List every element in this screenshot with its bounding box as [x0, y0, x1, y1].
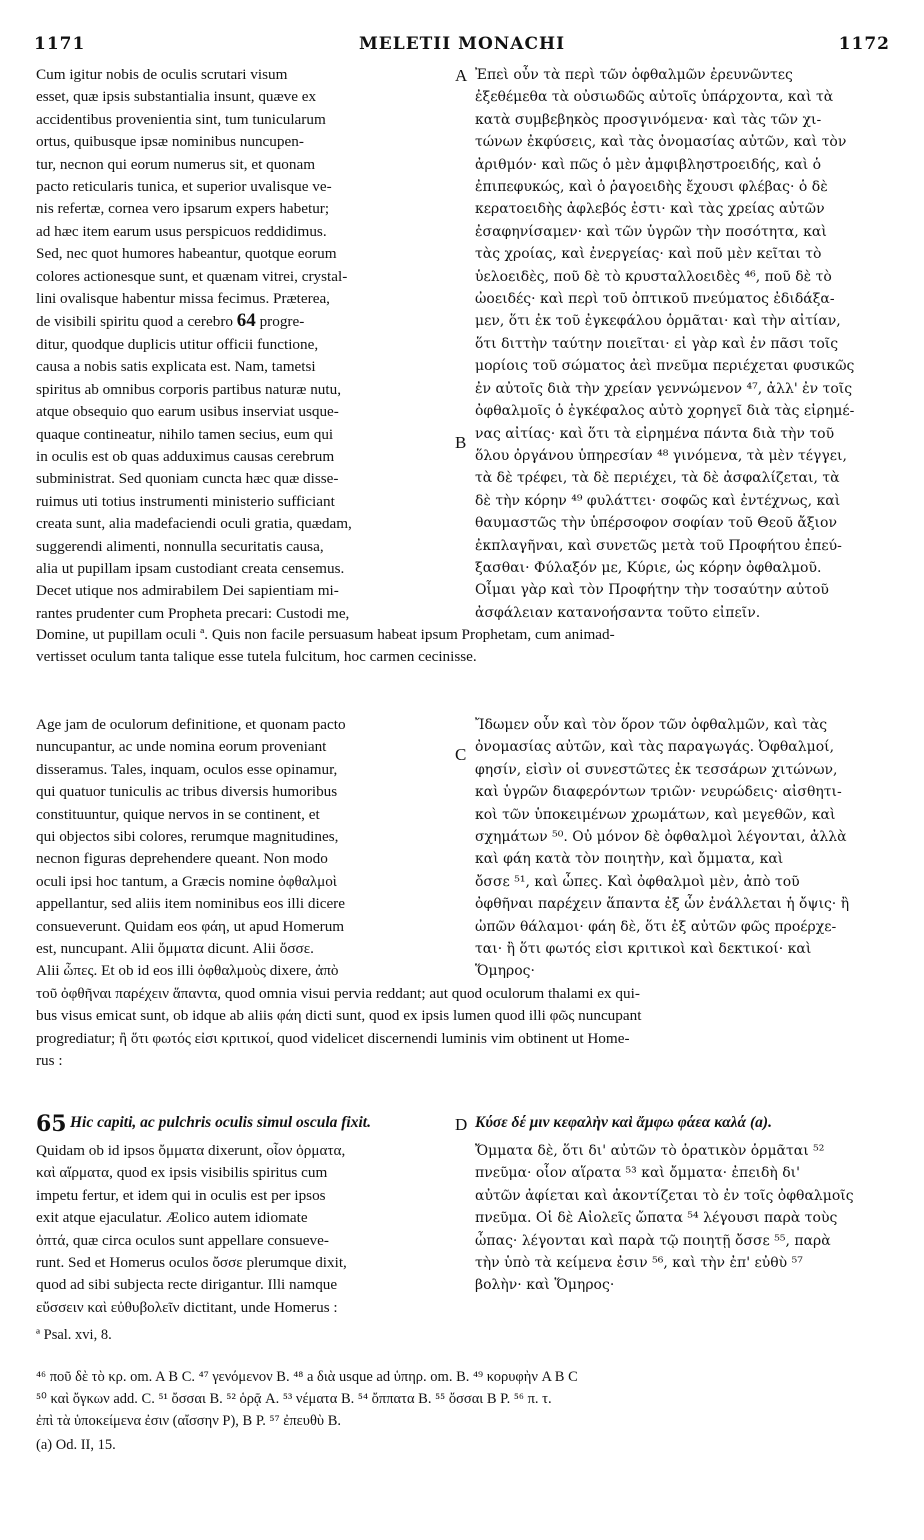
- greek-line: ὠπῶν θάλαμοι· φάη δὲ, ὅτι ἐξ αὐτῶν φῶς προέρχε-: [475, 918, 837, 935]
- latin-line: de visibili spiritu quod a cerebro 64 progre-: [36, 310, 305, 332]
- greek-line: κοὶ τῶν ὑποκειμένων χρωμάτων, καὶ μεγεθῶν, καὶ: [475, 806, 836, 823]
- marker-b: B: [455, 433, 467, 452]
- latin-line: Sed, nec quot humores habeantur, quotque eorum: [36, 245, 337, 263]
- latin-line: subministrat. Sed quoniam cuncta hæc quæ disse-: [36, 470, 339, 488]
- latin-line: consueverunt. Quidam eos φάη, ut apud Homerum: [36, 917, 345, 935]
- latin-line: suggerendi alimenti, nonnulla securitatis causa,: [36, 537, 324, 555]
- latin-line: constituuntur, quique nervos in se continent, et: [36, 805, 320, 823]
- greek-line: ξασθαι· Φύλαξόν με, Κύριε, ὡς κόρην ὀφθαλμοῦ.: [475, 559, 822, 576]
- greek-line: ται· ἢ ὅτι φωτός εἰσι κριτικοὶ καὶ δεκτικοί· καὶ: [475, 941, 812, 958]
- latin-line: qui quatuor tuniculis ac tribus diversis humoribus: [36, 783, 338, 801]
- latin-line: in oculis est ob quas adduximus causas cerebrum: [36, 447, 335, 465]
- greek-line: νας αἰτίας· καὶ ὅτι τὰ εἰρημένα πάντα διὰ τὴν τοῦ: [475, 425, 835, 442]
- greek-line: ὦπας· λέγονται καὶ παρὰ τῷ ποιητῇ ὄσσε ⁵⁵, παρὰ: [475, 1232, 831, 1249]
- footnote-variants: [36, 1366, 896, 1432]
- text-line: τοῦ ὀφθῆναι παρέχειν ἅπαντα, quod omnia visui pervia reddant; aut quod oculorum thalami ex qui-: [36, 985, 640, 1002]
- latin-line: atque obsequio quo earum usibus inserviat usque-: [36, 403, 339, 421]
- greek-line: ὅτι διττὴν ταύτην ποιεῖται· εἰ γὰρ καὶ ἐν πᾶσι τοῖς: [475, 335, 839, 352]
- greek-line: Ὅμηρος·: [475, 963, 535, 980]
- marker-c: C: [455, 745, 467, 764]
- latin-line: Quidam ob id ipsos ὄμματα dixerunt, οἷον ὁρματα,: [36, 1142, 346, 1159]
- greek-line: ἐπιπεφυκώς, καὶ ὁ ῥαγοειδὴς ἔχουσι φλέβας· ὁ δὲ: [475, 179, 828, 196]
- latin-line: oculi ipsi hoc tantum, a Græcis nomine ὀφθαλμοὶ: [36, 872, 337, 890]
- text-line: bus visus emicat sunt, ob idque ab aliis φάη dicti sunt, quod ex ipsis lumen quod illi φῶς nuncupant: [36, 1007, 642, 1025]
- latin-line: nuncupantur, ac unde nomina eorum proveniant: [36, 738, 327, 756]
- footnote-line: ⁵⁰ καὶ ὄγκων add. C. ⁵¹ ὄσσαι B. ⁵² ὁρᾷ A. ⁵³ νέματα B. ⁵⁴ ὄππατα B. ⁵⁵ ὄσσαι B P. ⁵⁶ π. τ.: [36, 1391, 552, 1407]
- greek-column-1: [475, 64, 893, 624]
- greek-line: Οἶμαι γὰρ καὶ τὸν Προφήτην τὴν τοσαύτην αὐτοῦ: [475, 582, 829, 599]
- greek-line: ἐξεθέμεθα τὰ οὐσιωδῶς αὐτοῖς ὑπάρχοντα, καὶ τὰ: [475, 89, 834, 106]
- greek-line: σχημάτων ⁵⁰. Οὐ μόνον δὲ ὀφθαλμοὶ λέγονται, ἀλλὰ: [475, 829, 847, 846]
- latin-line: pacto reticularis tunica, et superior uvalisque ve-: [36, 178, 332, 196]
- latin-line: impetu fertur, et idem qui in oculis est per ipsos: [36, 1186, 326, 1204]
- section-number-64: 64: [236, 310, 256, 332]
- greek-line: τὴν ὑπὸ τὰ κείμενα ἐσιν ⁵⁶, καὶ τὴν ἐπ' εὐθὺ ⁵⁷: [475, 1255, 803, 1272]
- latin-line: alia ut pupillam ipsam custodiant creata censemus.: [36, 559, 345, 577]
- greek-line: μορίοις τοῦ σώματος ἀεὶ πνεῦμα περιέχεται φυσικῶς: [475, 358, 855, 375]
- latin-line: necnon figuras deprehendere queant. Non modo: [36, 850, 328, 868]
- latin-line: qui objectos sibi colores, rerumque magnitudines,: [36, 828, 339, 846]
- greek-line: ἐκπλαγῆναι, καὶ συνετῶς μετὰ τοῦ Προφήτου ἐπεύ-: [475, 537, 842, 554]
- greek-line: καὶ φάη κατὰ τὸν ποιητὴν, καὶ ὄμματα, καὶ: [475, 851, 784, 868]
- greek-line: ἀριθμόν· καὶ πῶς ὁ μὲν ἀμφιβληστροειδής, καὶ ὁ: [475, 156, 822, 173]
- latin-column-2: [36, 714, 450, 983]
- greek-column-2: [475, 714, 893, 983]
- greek-line: Ἐπεὶ οὖν τὰ περὶ τῶν ὀφθαλμῶν ἐρευνῶντες: [475, 67, 793, 83]
- footnote-line: ἐπὶ τὰ ὑποκείμενα ἐσιν (αἴσσην P), B P. ⁵⁷ ἐπευθὺ B.: [36, 1413, 341, 1429]
- latin-line: est, nuncupant. Alii ὄμματα dicunt. Alii ὄσσε.: [36, 940, 314, 958]
- latin-line: quaque contineatur, nihilo tamen secius, eum qui: [36, 425, 334, 443]
- latin-line: Age jam de oculorum definitione, et quonam pacto: [36, 716, 346, 733]
- marker-a: A: [455, 66, 468, 85]
- latin-column-1: [36, 64, 450, 625]
- greek-line: φησίν, εἰσὶν οἱ συνεστῶτες ἐκ τεσσάρων χιτώνων,: [475, 761, 838, 778]
- latin-line: εὔσσειν καὶ εὐθυβολεῖν dictitant, unde Homerus :: [36, 1298, 338, 1316]
- latin-line: exit atque ejaculatur. Æolico autem idiomate: [36, 1209, 308, 1227]
- greek-column-3: [475, 1140, 893, 1297]
- page-number-right: 1172: [838, 34, 890, 54]
- latin-line: colores actionesque sunt, et quænam vitrei, crystal-: [36, 267, 348, 285]
- greek-line: τὰς χροίας, καὶ ἐνεργείας· καὶ ποῦ μὲν κεῖται τὸ: [475, 246, 822, 263]
- greek-line: ἐν αὐτοῖς διὰ τὴν χρείαν γεννώμενον ⁴⁷, ἀλλ' ἐν τοῖς: [475, 380, 853, 397]
- greek-line: πνεῦμα· οἷον αἵρατα ⁵³ καὶ ὄμματα· ἐπειδὴ δι': [475, 1165, 801, 1182]
- greek-line: θαυμαστῶς τὴν ὑπέρσοφον σοφίαν τοῦ Θεοῦ ἄξιον: [475, 515, 837, 532]
- footnote-homer: (a) Od. II, 15.: [36, 1437, 116, 1453]
- latin-line: creata sunt, alia madefaciendi oculi gratia, quædam,: [36, 515, 352, 533]
- greek-line: ἐσαφηνίσαμεν· καὶ τῶν ὑγρῶν τὴν ποσότητα, καὶ: [475, 223, 827, 240]
- greek-line: ὄσσε ⁵¹, καὶ ὦπες. Καὶ ὀφθαλμοὶ μὲν, ἀπὸ τοῦ: [475, 873, 800, 890]
- homer-verse-latin: Hic capiti, ac pulchris oculis simul oscula fixit.: [70, 1114, 371, 1131]
- greek-line: Ἴδωμεν οὖν καὶ τὸν ὅρον τῶν ὀφθαλμῶν, καὶ τὰς: [475, 717, 828, 733]
- latin-line: ditur, quodque duplicis utitur officii functione,: [36, 335, 319, 353]
- greek-line: αὐτῶν ἀφίεται καὶ ἀκοντίζεται τὸ ἐν τοῖς ὀφθαλμοῖς: [475, 1187, 854, 1204]
- homer-verse-greek: Κύσε δέ μιν κεφαλὴν καὶ ἄμφω φάεα καλά (a).: [475, 1114, 772, 1131]
- marker-d: D: [455, 1115, 468, 1134]
- greek-line: ὀφθῆναι παρέχειν ἅπαντα ἐξ ὧν ἐνάλλεται ἡ ὄψις· ἢ: [475, 896, 850, 913]
- footnote-line: ⁴⁶ ποῦ δὲ τὸ κρ. om. A B C. ⁴⁷ γενόμενον B. ⁴⁸ a διὰ usque ad ὑπηρ. om. B. ⁴⁹ κορυφὴν A B C: [36, 1369, 578, 1385]
- greek-line: τώνων ἐκφύσεις, καὶ τὰς ὀνομασίας αὐτῶν, καὶ τὸν: [475, 134, 847, 151]
- greek-line: καὶ ὑγρῶν διαφερόντων τριῶν· νευρώδεις· αἰσθητι-: [475, 784, 842, 801]
- text-line: progrediatur; ἢ ὅτι φωτός εἰσι κριτικοί, quod videlicet discernendi luminis vim obtinent ut Home-: [36, 1029, 630, 1047]
- text-line: rus :: [36, 1052, 63, 1070]
- latin-line: ὀπτά, quæ circa oculos sunt appellare consueve-: [36, 1231, 329, 1249]
- full-width-text-1: [36, 624, 886, 669]
- latin-column-3: [36, 1140, 450, 1319]
- greek-line: τὰ δὲ τρέφει, τὰ δὲ περιέχει, τὰ δὲ ἀσφαλίζεται, τὰ: [475, 470, 840, 487]
- greek-line: Ὄμματα δὲ, ὅτι δι' αὐτῶν τὸ ὁρατικὸν ὁρμᾶται ⁵²: [475, 1143, 825, 1159]
- latin-line: ortus, quibusque ipsæ nominibus nuncupen-: [36, 133, 304, 151]
- latin-line: runt. Sed et Homerus oculos ὄσσε plerumque dixit,: [36, 1254, 347, 1272]
- greek-line: ὠοειδές· καὶ περὶ τοῦ ὀπτικοῦ πνεύματος ἐδιδάξα-: [475, 291, 835, 308]
- greek-line: μεν, ὅτι ἐκ τοῦ ἐγκεφάλου ὁρμᾶται· καὶ τὴν αἰτίαν,: [475, 313, 841, 330]
- latin-line: tur, necnon qui eorum numerus sit, et quonam: [36, 155, 316, 173]
- greek-line: βολὴν· καὶ Ὅμηρος·: [475, 1277, 615, 1294]
- latin-line: quod ad sibi subjecta recte dirigantur. Illi namque: [36, 1276, 338, 1294]
- greek-line: πνεῦμα. Οἱ δὲ Αἰολεῖς ὤπατα ⁵⁴ λέγουσι παρὰ τοὺς: [475, 1210, 838, 1227]
- latin-line: disseramus. Tales, inquam, oculos esse opinamur,: [36, 760, 338, 778]
- section-number-65: 65: [36, 1111, 67, 1137]
- latin-line: Cum igitur nobis de oculis scrutari visum: [36, 66, 288, 83]
- greek-line: ὑελοειδὲς, ποῦ δὲ τὸ κρυσταλλοειδὲς ⁴⁶, ποῦ δὲ τὸ: [475, 268, 832, 285]
- greek-line: κερατοειδὴς ἀφλεβός ἐστι· καὶ τὰς χρείας αὐτῶν: [475, 201, 825, 218]
- latin-line: appellantur, sed aliis item nominibus eos illi dicere: [36, 895, 345, 913]
- full-width-text-2: [36, 983, 886, 1073]
- latin-line: Decet utique nos admirabilem Dei sapientiam mi-: [36, 582, 339, 600]
- latin-line: spiritus ab omnibus corporis partibus naturæ nutu,: [36, 380, 341, 398]
- latin-line: lini ovalisque habentur missa fecimus. Præterea,: [36, 290, 330, 308]
- text-line: vertisset oculum tanta talique esse tutela fulcitum, hoc carmen cecinisse.: [36, 648, 477, 666]
- greek-line: κατὰ συμβεβηκὸς προσγινόμενα· καὶ τὰς τῶν χι-: [475, 111, 822, 128]
- greek-line: δὲ τὴν κόρην ⁴⁹ φυλάττει· σοφῶς καὶ ἐντέχνως, καὶ: [475, 492, 841, 509]
- latin-line: nis refertæ, cornea vero ipsarum expers habetur;: [36, 200, 330, 218]
- latin-line: Alii ὦπες. Et ob id eos illi ὀφθαλμοὺς dixere, ἀπὸ: [36, 962, 339, 980]
- latin-line: καὶ αἵρματα, quod ex ipsis visibilis spiritus cum: [36, 1164, 328, 1182]
- greek-line: ὀνομασίας αὐτῶν, καὶ τὰς παραγωγάς. Ὀφθαλμοί,: [475, 739, 835, 756]
- latin-line: rantes prudenter cum Propheta precari: Custodi me,: [36, 604, 350, 622]
- greek-line: ὀφθαλμοῖς ὁ ἐγκέφαλος αὐτὸ χορηγεῖ διὰ τὰς εἰρημέ-: [475, 403, 855, 420]
- greek-line: ἀσφάλειαν κατανοήσαντα τοῦτο εἰπεῖν.: [475, 604, 761, 621]
- footnote-psalm: ª Psal. xvi, 8.: [36, 1327, 112, 1343]
- latin-line: causa a nobis satis explicata est. Nam, tametsi: [36, 358, 316, 376]
- running-title: MELETII MONACHI: [358, 34, 566, 54]
- latin-line: ad hæc item earum usus perspicuos reddidimus.: [36, 222, 327, 240]
- page-number-left: 1171: [34, 34, 86, 54]
- latin-line: accidentibus provenientia sint, tum tunicularum: [36, 110, 326, 128]
- latin-line: esset, quæ ipsis substantialia insunt, quæve ex: [36, 88, 317, 106]
- latin-line: ruimus uti totius instrumenti ministerio sufficiant: [36, 492, 335, 510]
- greek-line: ὅλου ὀργάνου ὑπηρεσίαν ⁴⁸ γινόμενα, τὰ μὲν τέγγει,: [475, 447, 847, 464]
- text-line: Domine, ut pupillam oculi ª. Quis non facile persuasum habeat ipsum Prophetam, cum animad-: [36, 626, 615, 643]
